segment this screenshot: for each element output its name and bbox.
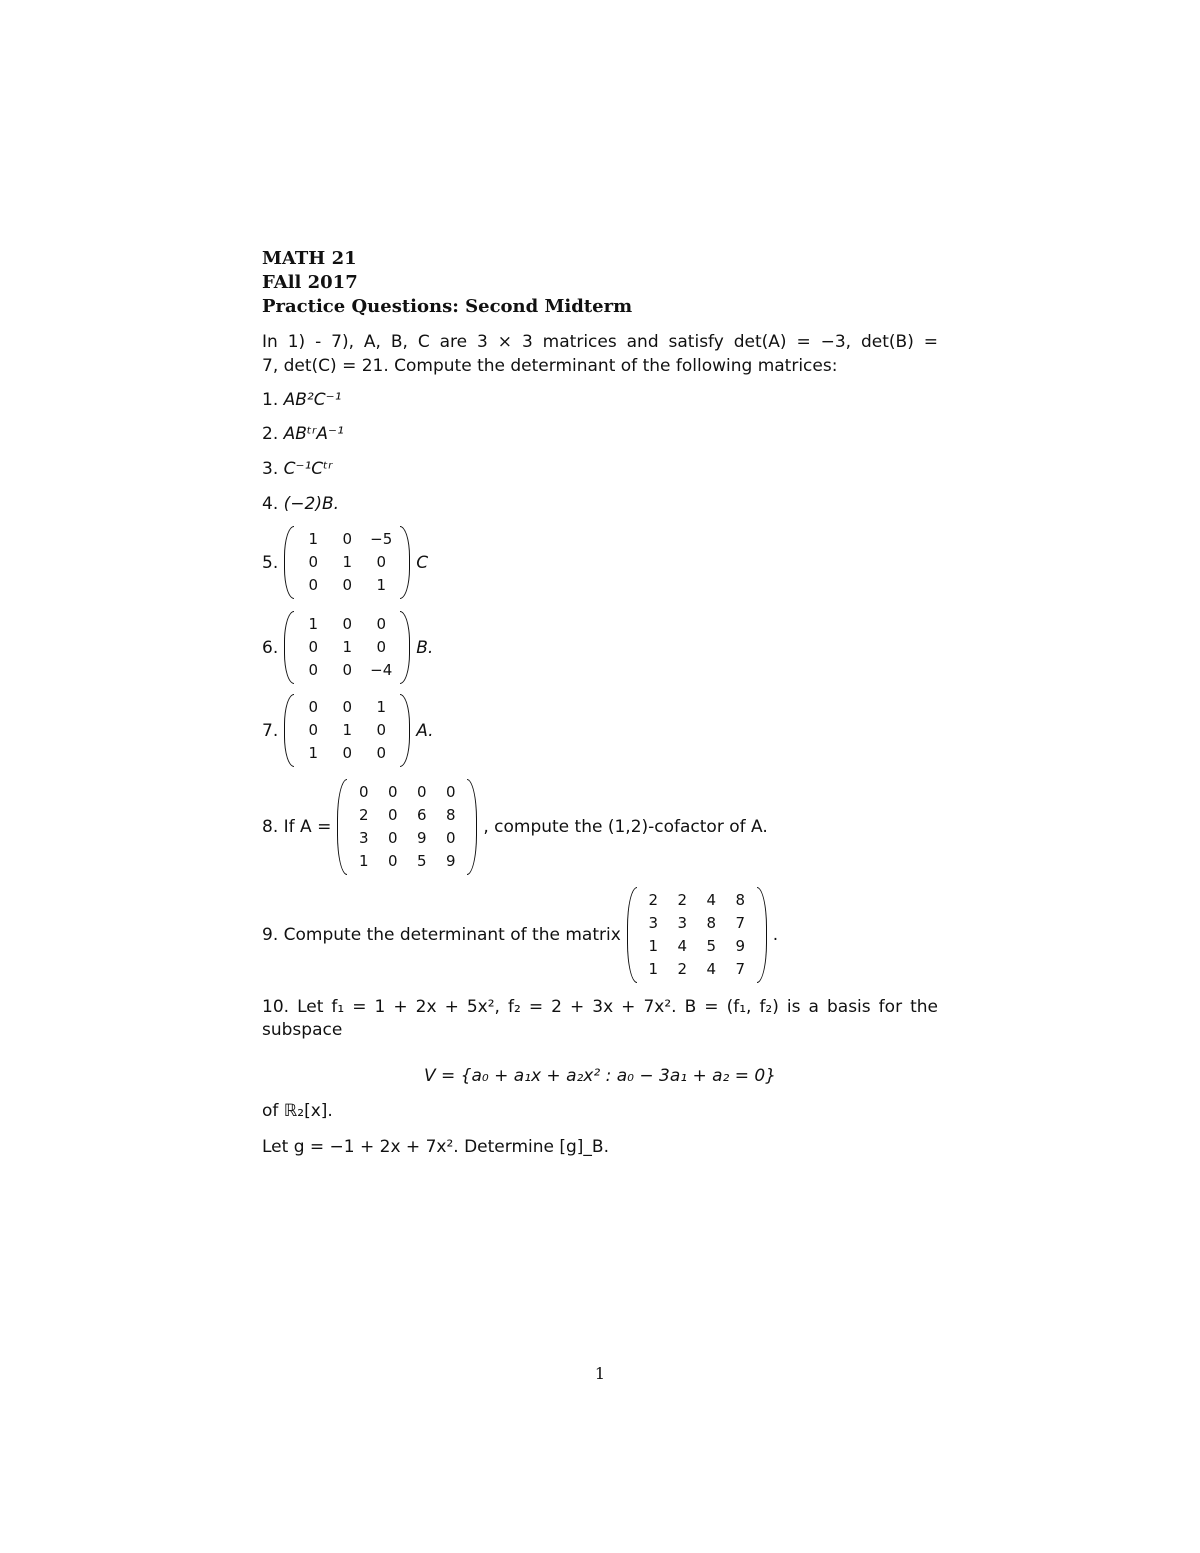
- problem-expression: ABᵗʳA⁻¹: [283, 424, 344, 444]
- problem-10-line-4: Let g = −1 + 2x + 7x². Determine [g]_B.: [262, 1137, 609, 1157]
- problem-suffix: A.: [416, 720, 434, 741]
- problem-10-line-2: subspace: [262, 1020, 343, 1040]
- matrix-cell: 1: [342, 721, 352, 739]
- matrix-grid: [347, 779, 467, 875]
- matrix-cell: 9: [417, 829, 427, 847]
- matrix-cell: 2: [648, 891, 659, 909]
- matrix-cell: 4: [706, 891, 717, 909]
- matrix-cell: 0: [376, 744, 386, 762]
- right-paren: [400, 611, 410, 684]
- matrix-cell: 1: [648, 960, 659, 978]
- matrix-cell: 0: [308, 576, 318, 594]
- matrix-cell: 1: [308, 615, 318, 633]
- matrix-cell: 8: [446, 806, 456, 824]
- problem-number: 2.: [262, 424, 279, 444]
- matrix-cell: 0: [342, 698, 352, 716]
- matrix-cell: 1: [359, 852, 369, 870]
- problem-prefix: Compute the determinant of the matrix: [283, 925, 621, 945]
- problem-10-line-3: of ℝ₂[x].: [262, 1101, 333, 1121]
- matrix-cell: 9: [446, 852, 456, 870]
- problem-2: [262, 424, 344, 444]
- problem-expression: (−2)B.: [283, 494, 340, 514]
- term-label: FAll 2017: [262, 272, 358, 293]
- matrix-cell: 4: [706, 960, 717, 978]
- problem-10-line-1: 10. Let f₁ = 1 + 2x + 5x², f₂ = 2 + 3x + 7x². B = (f₁, f₂) is a basis for the: [262, 997, 938, 1017]
- matrix-cell: 0: [359, 783, 369, 801]
- problem-6: [262, 611, 433, 684]
- matrix-cell: 2: [677, 891, 688, 909]
- matrix-cell: 1: [648, 937, 659, 955]
- matrix-cell: 0: [417, 783, 427, 801]
- course-title: MATH 21: [262, 248, 357, 269]
- matrix-cell: 2: [677, 960, 688, 978]
- right-paren: [467, 779, 477, 875]
- matrix-cell: 9: [735, 937, 746, 955]
- matrix-cell: 1: [376, 698, 386, 716]
- matrix-cell: −5: [370, 530, 393, 548]
- matrix-cell: 0: [446, 829, 456, 847]
- matrix-cell: 0: [446, 783, 456, 801]
- matrix-cell: 1: [308, 744, 318, 762]
- left-paren: [284, 526, 294, 599]
- right-paren: [400, 694, 410, 767]
- matrix: [337, 779, 477, 875]
- problem-suffix: B.: [416, 637, 434, 658]
- intro-line-1: In 1) - 7), A, B, C are 3 × 3 matrices and satisfy det(A) = −3, det(B) =: [262, 332, 938, 352]
- matrix-cell: 5: [706, 937, 717, 955]
- matrix-cell: 1: [342, 638, 352, 656]
- problem-suffix: .: [772, 925, 779, 945]
- matrix-cell: 0: [376, 721, 386, 739]
- document-title: Practice Questions: Second Midterm: [262, 296, 633, 317]
- matrix-cell: 0: [342, 576, 352, 594]
- problem-8: [262, 779, 768, 875]
- matrix-grid: [637, 887, 757, 983]
- matrix-cell: 0: [342, 615, 352, 633]
- matrix-cell: 3: [359, 829, 369, 847]
- matrix-cell: 0: [376, 553, 386, 571]
- matrix-cell: 8: [735, 891, 746, 909]
- matrix-cell: 5: [417, 852, 427, 870]
- matrix-cell: 0: [308, 698, 318, 716]
- matrix-cell: 0: [388, 806, 398, 824]
- matrix-cell: 7: [735, 914, 746, 932]
- matrix-cell: 7: [735, 960, 746, 978]
- matrix-cell: 0: [308, 638, 318, 656]
- problem-number: 4.: [262, 494, 279, 514]
- matrix-cell: 2: [359, 806, 369, 824]
- matrix-cell: 0: [376, 638, 386, 656]
- matrix-grid: [294, 611, 400, 684]
- matrix-cell: 0: [388, 829, 398, 847]
- problem-number: 5.: [262, 552, 279, 573]
- matrix-grid: [294, 526, 400, 599]
- problem-4: [262, 494, 339, 514]
- matrix-cell: 0: [342, 744, 352, 762]
- matrix-cell: −4: [370, 661, 393, 679]
- problem-expression: C⁻¹Cᵗʳ: [283, 459, 333, 479]
- matrix-cell: 3: [677, 914, 688, 932]
- problem-number: 6.: [262, 637, 279, 658]
- matrix-cell: 1: [308, 530, 318, 548]
- left-paren: [284, 694, 294, 767]
- right-paren: [400, 526, 410, 599]
- matrix-cell: 4: [677, 937, 688, 955]
- problem-prefix: If A =: [283, 817, 332, 837]
- problem-number: 7.: [262, 720, 279, 741]
- matrix-cell: 0: [388, 852, 398, 870]
- problem-number: 3.: [262, 459, 279, 479]
- intro-line-2: 7, det(C) = 21. Compute the determinant of the following matrices:: [262, 356, 838, 376]
- left-paren: [337, 779, 347, 875]
- problem-1: [262, 390, 341, 410]
- problem-suffix: , compute the (1,2)-cofactor of A.: [483, 817, 768, 837]
- subspace-definition: V = {a₀ + a₁x + a₂x² : a₀ − 3a₁ + a₂ = 0}: [423, 1066, 777, 1086]
- matrix-cell: 0: [388, 783, 398, 801]
- matrix-cell: 0: [308, 553, 318, 571]
- problem-7: [262, 694, 434, 767]
- problem-5: [262, 526, 428, 599]
- matrix-cell: 3: [648, 914, 659, 932]
- left-paren: [284, 611, 294, 684]
- matrix-grid: [294, 694, 400, 767]
- page-number: 1: [594, 1364, 606, 1383]
- problem-9: [262, 887, 778, 983]
- left-paren: [627, 887, 637, 983]
- matrix: [284, 526, 410, 599]
- matrix-cell: 1: [376, 576, 386, 594]
- matrix-cell: 0: [342, 530, 352, 548]
- matrix: [627, 887, 767, 983]
- matrix-cell: 8: [706, 914, 717, 932]
- matrix-cell: 1: [342, 553, 352, 571]
- problem-expression: AB²C⁻¹: [283, 390, 342, 410]
- problem-suffix: C: [416, 552, 429, 573]
- problem-number: 8.: [262, 817, 279, 837]
- problem-number: 1.: [262, 390, 279, 410]
- matrix-cell: 6: [417, 806, 427, 824]
- matrix-cell: 0: [342, 661, 352, 679]
- matrix: [284, 694, 410, 767]
- matrix-cell: 0: [376, 615, 386, 633]
- matrix-cell: 0: [308, 661, 318, 679]
- matrix-cell: 0: [308, 721, 318, 739]
- problem-number: 9.: [262, 925, 279, 945]
- problem-3: [262, 459, 333, 479]
- matrix: [284, 611, 410, 684]
- right-paren: [757, 887, 767, 983]
